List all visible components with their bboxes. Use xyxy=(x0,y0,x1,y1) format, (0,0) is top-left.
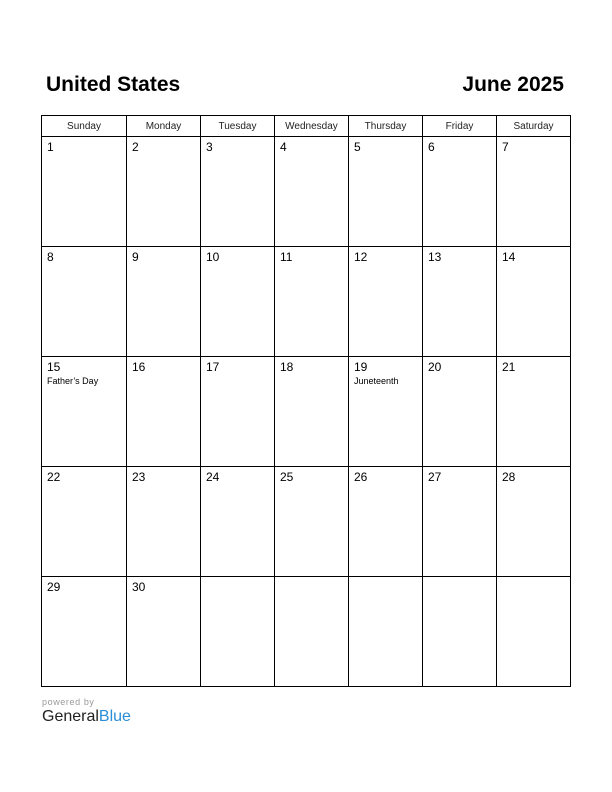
day-number: 18 xyxy=(280,360,294,374)
day-cell xyxy=(423,137,497,247)
day-cell xyxy=(127,357,201,467)
day-number: 9 xyxy=(132,250,139,264)
day-number: 14 xyxy=(502,250,516,264)
day-number: 21 xyxy=(502,360,516,374)
day-cell xyxy=(42,137,127,247)
day-cell xyxy=(349,247,423,357)
footer-branding xyxy=(42,697,131,726)
day-cell xyxy=(497,247,571,357)
day-cell xyxy=(349,467,423,577)
weekday-saturday: Saturday xyxy=(497,116,571,137)
week-row xyxy=(42,247,571,357)
day-cell xyxy=(497,577,571,687)
day-number: 29 xyxy=(47,580,61,594)
day-cell xyxy=(497,467,571,577)
powered-by-label: powered by xyxy=(42,697,95,707)
day-number: 22 xyxy=(47,470,61,484)
day-number: 20 xyxy=(428,360,442,374)
day-cell xyxy=(275,577,349,687)
day-cell xyxy=(42,247,127,357)
day-cell xyxy=(275,357,349,467)
day-number: 30 xyxy=(132,580,146,594)
day-cell xyxy=(127,467,201,577)
day-number: 26 xyxy=(354,470,368,484)
day-number: 13 xyxy=(428,250,442,264)
day-number: 2 xyxy=(132,140,139,154)
calendar-header xyxy=(46,72,564,98)
day-cell xyxy=(201,577,275,687)
day-number: 19 xyxy=(354,360,368,374)
day-cell xyxy=(42,357,127,467)
day-number: 5 xyxy=(354,140,361,154)
day-number: 8 xyxy=(47,250,54,264)
day-cell xyxy=(497,137,571,247)
day-number: 17 xyxy=(206,360,220,374)
brand-logo[interactable] xyxy=(42,708,131,726)
day-number: 12 xyxy=(354,250,368,264)
day-number: 4 xyxy=(280,140,287,154)
day-number: 6 xyxy=(428,140,435,154)
day-number: 28 xyxy=(502,470,516,484)
day-cell xyxy=(127,577,201,687)
week-row xyxy=(42,137,571,247)
week-row xyxy=(42,357,571,467)
day-cell xyxy=(42,467,127,577)
holiday-label: Juneteenth xyxy=(354,376,399,386)
holiday-label: Father’s Day xyxy=(47,376,99,386)
weekday-wednesday: Wednesday xyxy=(275,116,349,137)
brand-name-general: General xyxy=(42,708,99,725)
day-cell xyxy=(275,137,349,247)
day-number: 25 xyxy=(280,470,294,484)
day-number: 3 xyxy=(206,140,213,154)
weekday-friday: Friday xyxy=(423,116,497,137)
day-cell xyxy=(423,247,497,357)
day-cell xyxy=(42,577,127,687)
week-row xyxy=(42,577,571,687)
day-cell xyxy=(127,247,201,357)
day-cell xyxy=(201,467,275,577)
day-cell xyxy=(275,247,349,357)
day-cell xyxy=(423,357,497,467)
day-number: 16 xyxy=(132,360,146,374)
day-number: 15 xyxy=(47,360,61,374)
day-number: 27 xyxy=(428,470,442,484)
weekday-thursday: Thursday xyxy=(349,116,423,137)
day-cell xyxy=(201,247,275,357)
day-cell xyxy=(423,467,497,577)
day-number: 24 xyxy=(206,470,220,484)
weekday-tuesday: Tuesday xyxy=(201,116,275,137)
calendar-grid xyxy=(41,115,571,687)
month-year-title: June 2025 xyxy=(462,73,564,96)
week-row xyxy=(42,467,571,577)
day-number: 23 xyxy=(132,470,146,484)
day-cell xyxy=(349,137,423,247)
weekday-header-row xyxy=(42,116,571,137)
brand-name-blue: Blue xyxy=(98,708,131,725)
day-number: 1 xyxy=(47,140,54,154)
day-number: 10 xyxy=(206,250,220,264)
day-cell xyxy=(201,137,275,247)
day-number: 11 xyxy=(280,250,293,264)
day-cell xyxy=(127,137,201,247)
day-cell xyxy=(349,577,423,687)
day-cell xyxy=(275,467,349,577)
day-number: 7 xyxy=(502,140,509,154)
day-cell xyxy=(201,357,275,467)
day-cell xyxy=(423,577,497,687)
country-title: United States xyxy=(46,73,181,96)
weekday-monday: Monday xyxy=(127,116,201,137)
day-cell xyxy=(497,357,571,467)
weekday-sunday: Sunday xyxy=(42,116,127,137)
day-cell xyxy=(349,357,423,467)
